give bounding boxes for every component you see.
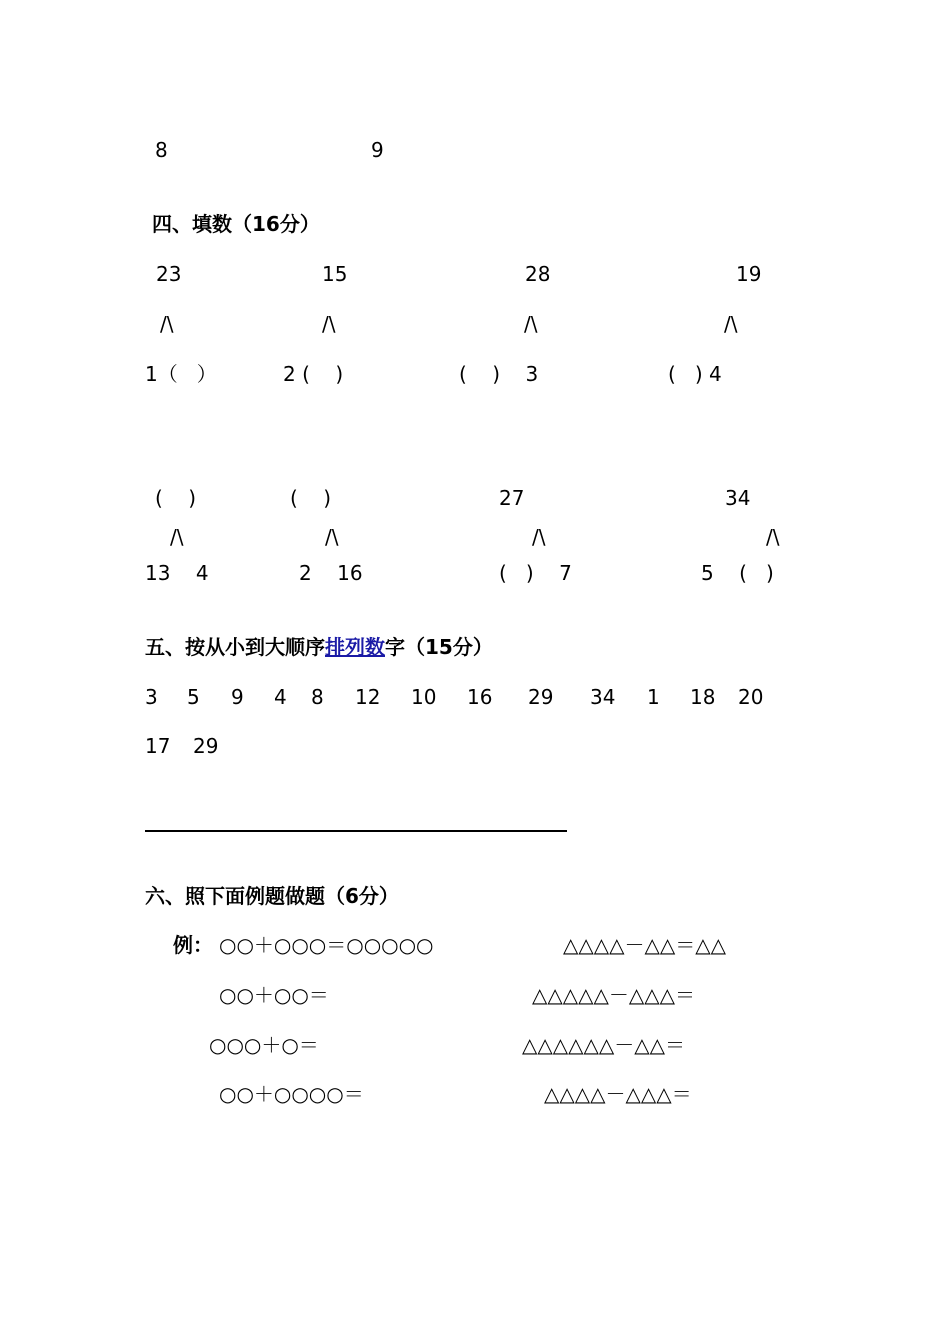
tree-bottom: 2 ( ) xyxy=(283,362,344,386)
section5-title xyxy=(145,635,493,659)
example-label: 例： xyxy=(173,933,213,957)
tree-top: ( ) xyxy=(290,486,332,510)
answer-line xyxy=(145,830,567,832)
tree-top: 15 xyxy=(322,262,348,286)
prev-number-8: 8 xyxy=(155,138,168,162)
number-item: 34 xyxy=(590,685,616,709)
tree-bottom: ( ) 3 xyxy=(459,362,539,386)
example-triangles: △△△△－△△＝△△ xyxy=(563,933,727,957)
tree-branch: /\ xyxy=(532,525,546,549)
number-item: 18 xyxy=(690,685,716,709)
section4-title: 四、填数（16分） xyxy=(152,212,320,236)
number-item: 9 xyxy=(231,685,244,709)
triangle-problem: △△△△－△△△＝ xyxy=(544,1082,692,1106)
tree-bottom: 2 16 xyxy=(299,561,363,585)
number-item: 29 xyxy=(193,734,219,758)
tree-bottom: ( ) 4 xyxy=(668,362,722,386)
circle-problem: ○○＋○○＝ xyxy=(219,983,329,1007)
tree-top: 27 xyxy=(499,486,525,510)
number-item: 29 xyxy=(528,685,554,709)
tree-branch: /\ xyxy=(766,525,780,549)
tree-top: 23 xyxy=(156,262,182,286)
number-item: 3 xyxy=(145,685,158,709)
sort-numbers-link[interactable]: 排列数 xyxy=(325,635,385,659)
tree-branch: /\ xyxy=(325,525,339,549)
triangle-problem: △△△△△△－△△＝ xyxy=(522,1033,686,1057)
tree-branch: /\ xyxy=(524,312,538,336)
number-item: 12 xyxy=(355,685,381,709)
tree-bottom: 5 ( ) xyxy=(701,561,774,585)
tree-top: 19 xyxy=(736,262,762,286)
number-item: 10 xyxy=(411,685,437,709)
number-item: 1 xyxy=(647,685,660,709)
tree-bottom: 13 4 xyxy=(145,561,209,585)
tree-branch: /\ xyxy=(160,312,174,336)
tree-branch: /\ xyxy=(170,525,184,549)
number-item: 16 xyxy=(467,685,493,709)
prev-number-9: 9 xyxy=(371,138,384,162)
triangle-problem: △△△△△－△△△＝ xyxy=(532,983,696,1007)
tree-top: 34 xyxy=(725,486,751,510)
tree-bottom: 1（ ） xyxy=(145,362,217,386)
circle-problem: ○○＋○○○○＝ xyxy=(219,1082,364,1106)
circle-problem: ○○○＋○＝ xyxy=(209,1033,319,1057)
number-item: 8 xyxy=(311,685,324,709)
section5-title-post: 字（15分） xyxy=(385,635,493,659)
number-item: 20 xyxy=(738,685,764,709)
number-item: 17 xyxy=(145,734,171,758)
tree-top: ( ) xyxy=(155,486,197,510)
tree-bottom: ( ) 7 xyxy=(499,561,572,585)
example-circles: ○○＋○○○＝○○○○○ xyxy=(219,933,434,957)
tree-top: 28 xyxy=(525,262,551,286)
tree-branch: /\ xyxy=(322,312,336,336)
number-item: 4 xyxy=(274,685,287,709)
tree-branch: /\ xyxy=(724,312,738,336)
section5-title-pre: 五、按从小到大顺序 xyxy=(145,635,325,659)
number-item: 5 xyxy=(187,685,200,709)
section6-title: 六、照下面例题做题（6分） xyxy=(145,884,399,908)
